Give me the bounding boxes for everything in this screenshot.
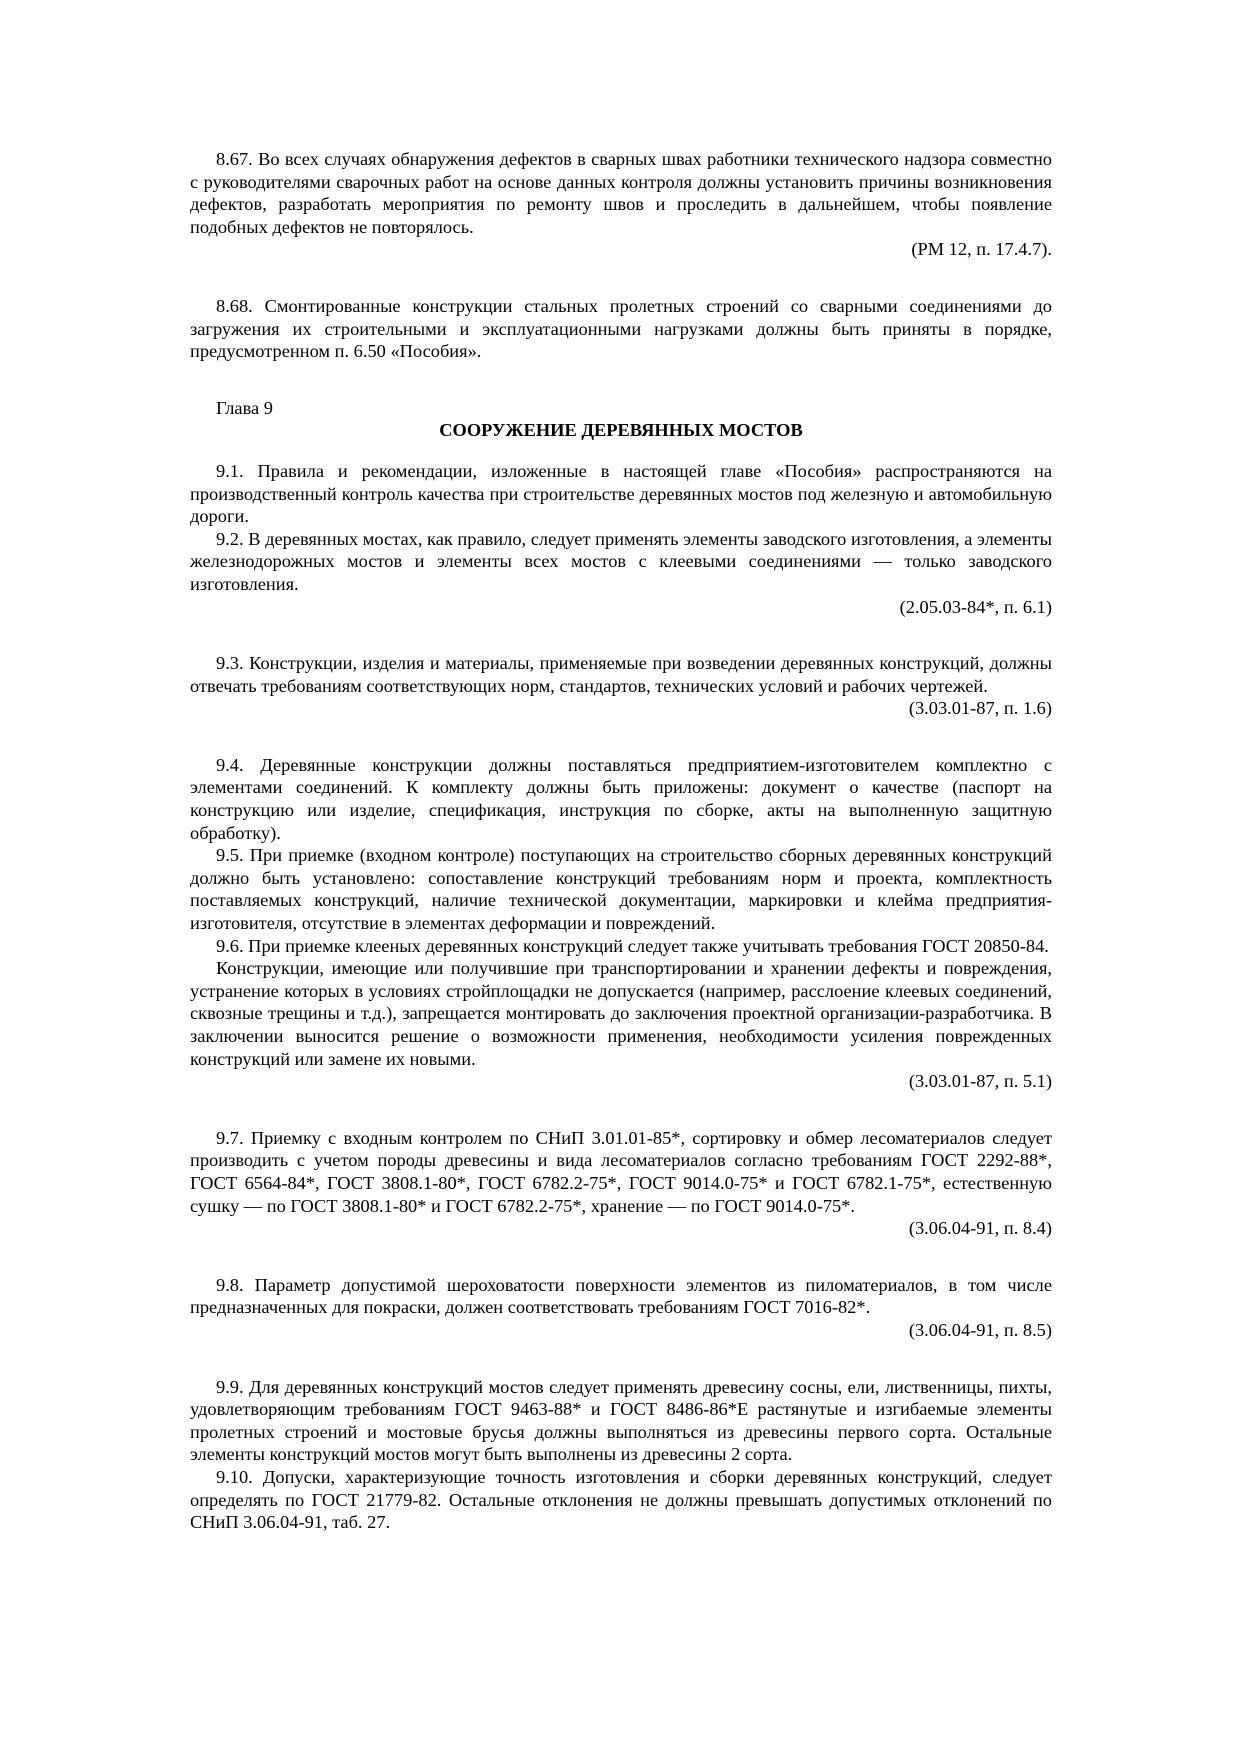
spacer bbox=[190, 720, 1052, 754]
paragraph-9-9: 9.9. Для деревянных конструкций мостов следует применять древесину сосны, ели, лиственницы, пихты, удовлетворяющим требованиям ГОСТ 9463-88* и ГОСТ 8486-86*Е растянутые и изгибаемые элементы пролетных строений и мостовые брусья должны выполняться из древесины первого сорта. Остальные элементы конструкций мостов могут быть выполнены из древесины 2 сорта. bbox=[190, 1376, 1052, 1465]
paragraph-9-6: 9.6. При приемке клееных деревянных конструкций следует также учитывать требования ГОСТ 20850-84. bbox=[216, 935, 1049, 956]
paragraph-9-10: 9.10. Допуски, характеризующие точность изготовления и сборки деревянных конструкций, следует определять по ГОСТ 21779-82. Остальные отклонения не должны превышать допустимых отклонений по СНиП 3.06.04-91, таб. 27. bbox=[190, 1466, 1052, 1533]
document-page bbox=[190, 148, 1052, 1534]
paragraph-8-68: 8.68. Смонтированные конструкции стальных пролетных строений со сварными соединениями до загружения их строительными и эксплуатационными нагрузками должны быть приняты в порядке, предусмотренном п. 6.50 «Пособия». bbox=[190, 295, 1052, 362]
spacer bbox=[190, 363, 1052, 397]
paragraph-9-2: 9.2. В деревянных мостах, как правило, следует применять элементы заводского изготовления, а элементы железнодорожных мостов и элементы всех мостов с клеевыми соединениями — только заводского изготовления. bbox=[190, 528, 1052, 594]
paragraph-9-1: 9.1. Правила и рекомендации, изложенные в настоящей главе «Пособия» распространяются на производственный контроль качества при строительстве деревянных мостов под железную и автомобильную дороги. bbox=[190, 460, 1052, 527]
spacer bbox=[190, 442, 1052, 460]
paragraph-9-4: 9.4. Деревянные конструкции должны поставляться предприятием-изготовителем комплектно с элементами соединений. К комплекту должны быть приложены: документ о качестве (паспорт на конструкцию или изделие, спецификация, инструкция по сборке, акты на выполненную защитную обработку). bbox=[190, 754, 1052, 843]
reference-9-3: (3.03.01-87, п. 1.6) bbox=[908, 698, 1052, 719]
reference-9-7: (3.06.04-91, п. 8.4) bbox=[908, 1218, 1052, 1239]
reference-9-8: (3.06.04-91, п. 8.5) bbox=[908, 1319, 1052, 1340]
reference-8-67: (РМ 12, п. 17.4.7). bbox=[911, 239, 1052, 260]
reference-9-2: (2.05.03-84*, п. 6.1) bbox=[899, 596, 1052, 617]
spacer bbox=[190, 1093, 1052, 1127]
spacer bbox=[190, 1240, 1052, 1274]
spacer bbox=[190, 618, 1052, 652]
chapter-title: СООРУЖЕНИЕ ДЕРЕВЯННЫХ МОСТОВ bbox=[439, 420, 803, 441]
paragraph-9-8: 9.8. Параметр допустимой шероховатости поверхности элементов из пиломатериалов, в том числе предназначенных для покраски, должен соответствовать требованиям ГОСТ 7016-82*. bbox=[190, 1274, 1052, 1318]
paragraph-9-6-continued: Конструкции, имеющие или получившие при транспортировании и хранении дефекты и повреждения, устранение которых в условиях стройплощадки не допускается (например, расслоение клеевых соединений, сквозные трещины и т.д.), запрещается монтировать до заключения проектной организации-разработчика. В заключении выносится решение о возможности применения, необходимости усиления поврежденных конструкций или замене их новыми. bbox=[190, 958, 1052, 1069]
chapter-label: Глава 9 bbox=[216, 397, 273, 418]
paragraph-9-5: 9.5. При приемке (входном контроле) поступающих на строительство сборных деревянных конструкций должно быть установлено: сопоставление конструкций требованиям норм и проекта, комплектность поставляемых конструкций, наличие технической документации, маркировки и клейма предприятия-изготовителя, отсутствие в элементах деформации и повреждений. bbox=[190, 845, 1052, 934]
paragraph-8-67: 8.67. Во всех случаях обнаружения дефектов в сварных швах работники технического надзора совместно с руководителями сварочных работ на основе данных контроля должны установить причины возникновения дефектов, разработать мероприятия по ремонту швов и проследить в дальнейшем, чтобы появление подобных дефектов не повторялось. bbox=[190, 149, 1052, 237]
spacer bbox=[190, 261, 1052, 295]
spacer bbox=[190, 1342, 1052, 1376]
reference-9-6: (3.03.01-87, п. 5.1) bbox=[908, 1071, 1052, 1092]
paragraph-9-3: 9.3. Конструкции, изделия и материалы, применяемые при возведении деревянных конструкций, должны отвечать требованиям соответствующих норм, стандартов, технических условий и рабочих чертежей. bbox=[190, 653, 1052, 696]
paragraph-9-7: 9.7. Приемку с входным контролем по СНиП 3.01.01-85*, сортировку и обмер лесоматериалов следует производить с учетом породы древесины и вида лесоматериалов согласно требованиям ГОСТ 2292-88*, ГОСТ 6564-84*, ГОСТ 3808.1-80*, ГОСТ 6782.2-75*, ГОСТ 9014.0-75* и ГОСТ 6782.1-75*, естественную сушку — по ГОСТ 3808.1-80* и ГОСТ 6782.2-75*, хранение — по ГОСТ 9014.0-75*. bbox=[190, 1127, 1052, 1216]
